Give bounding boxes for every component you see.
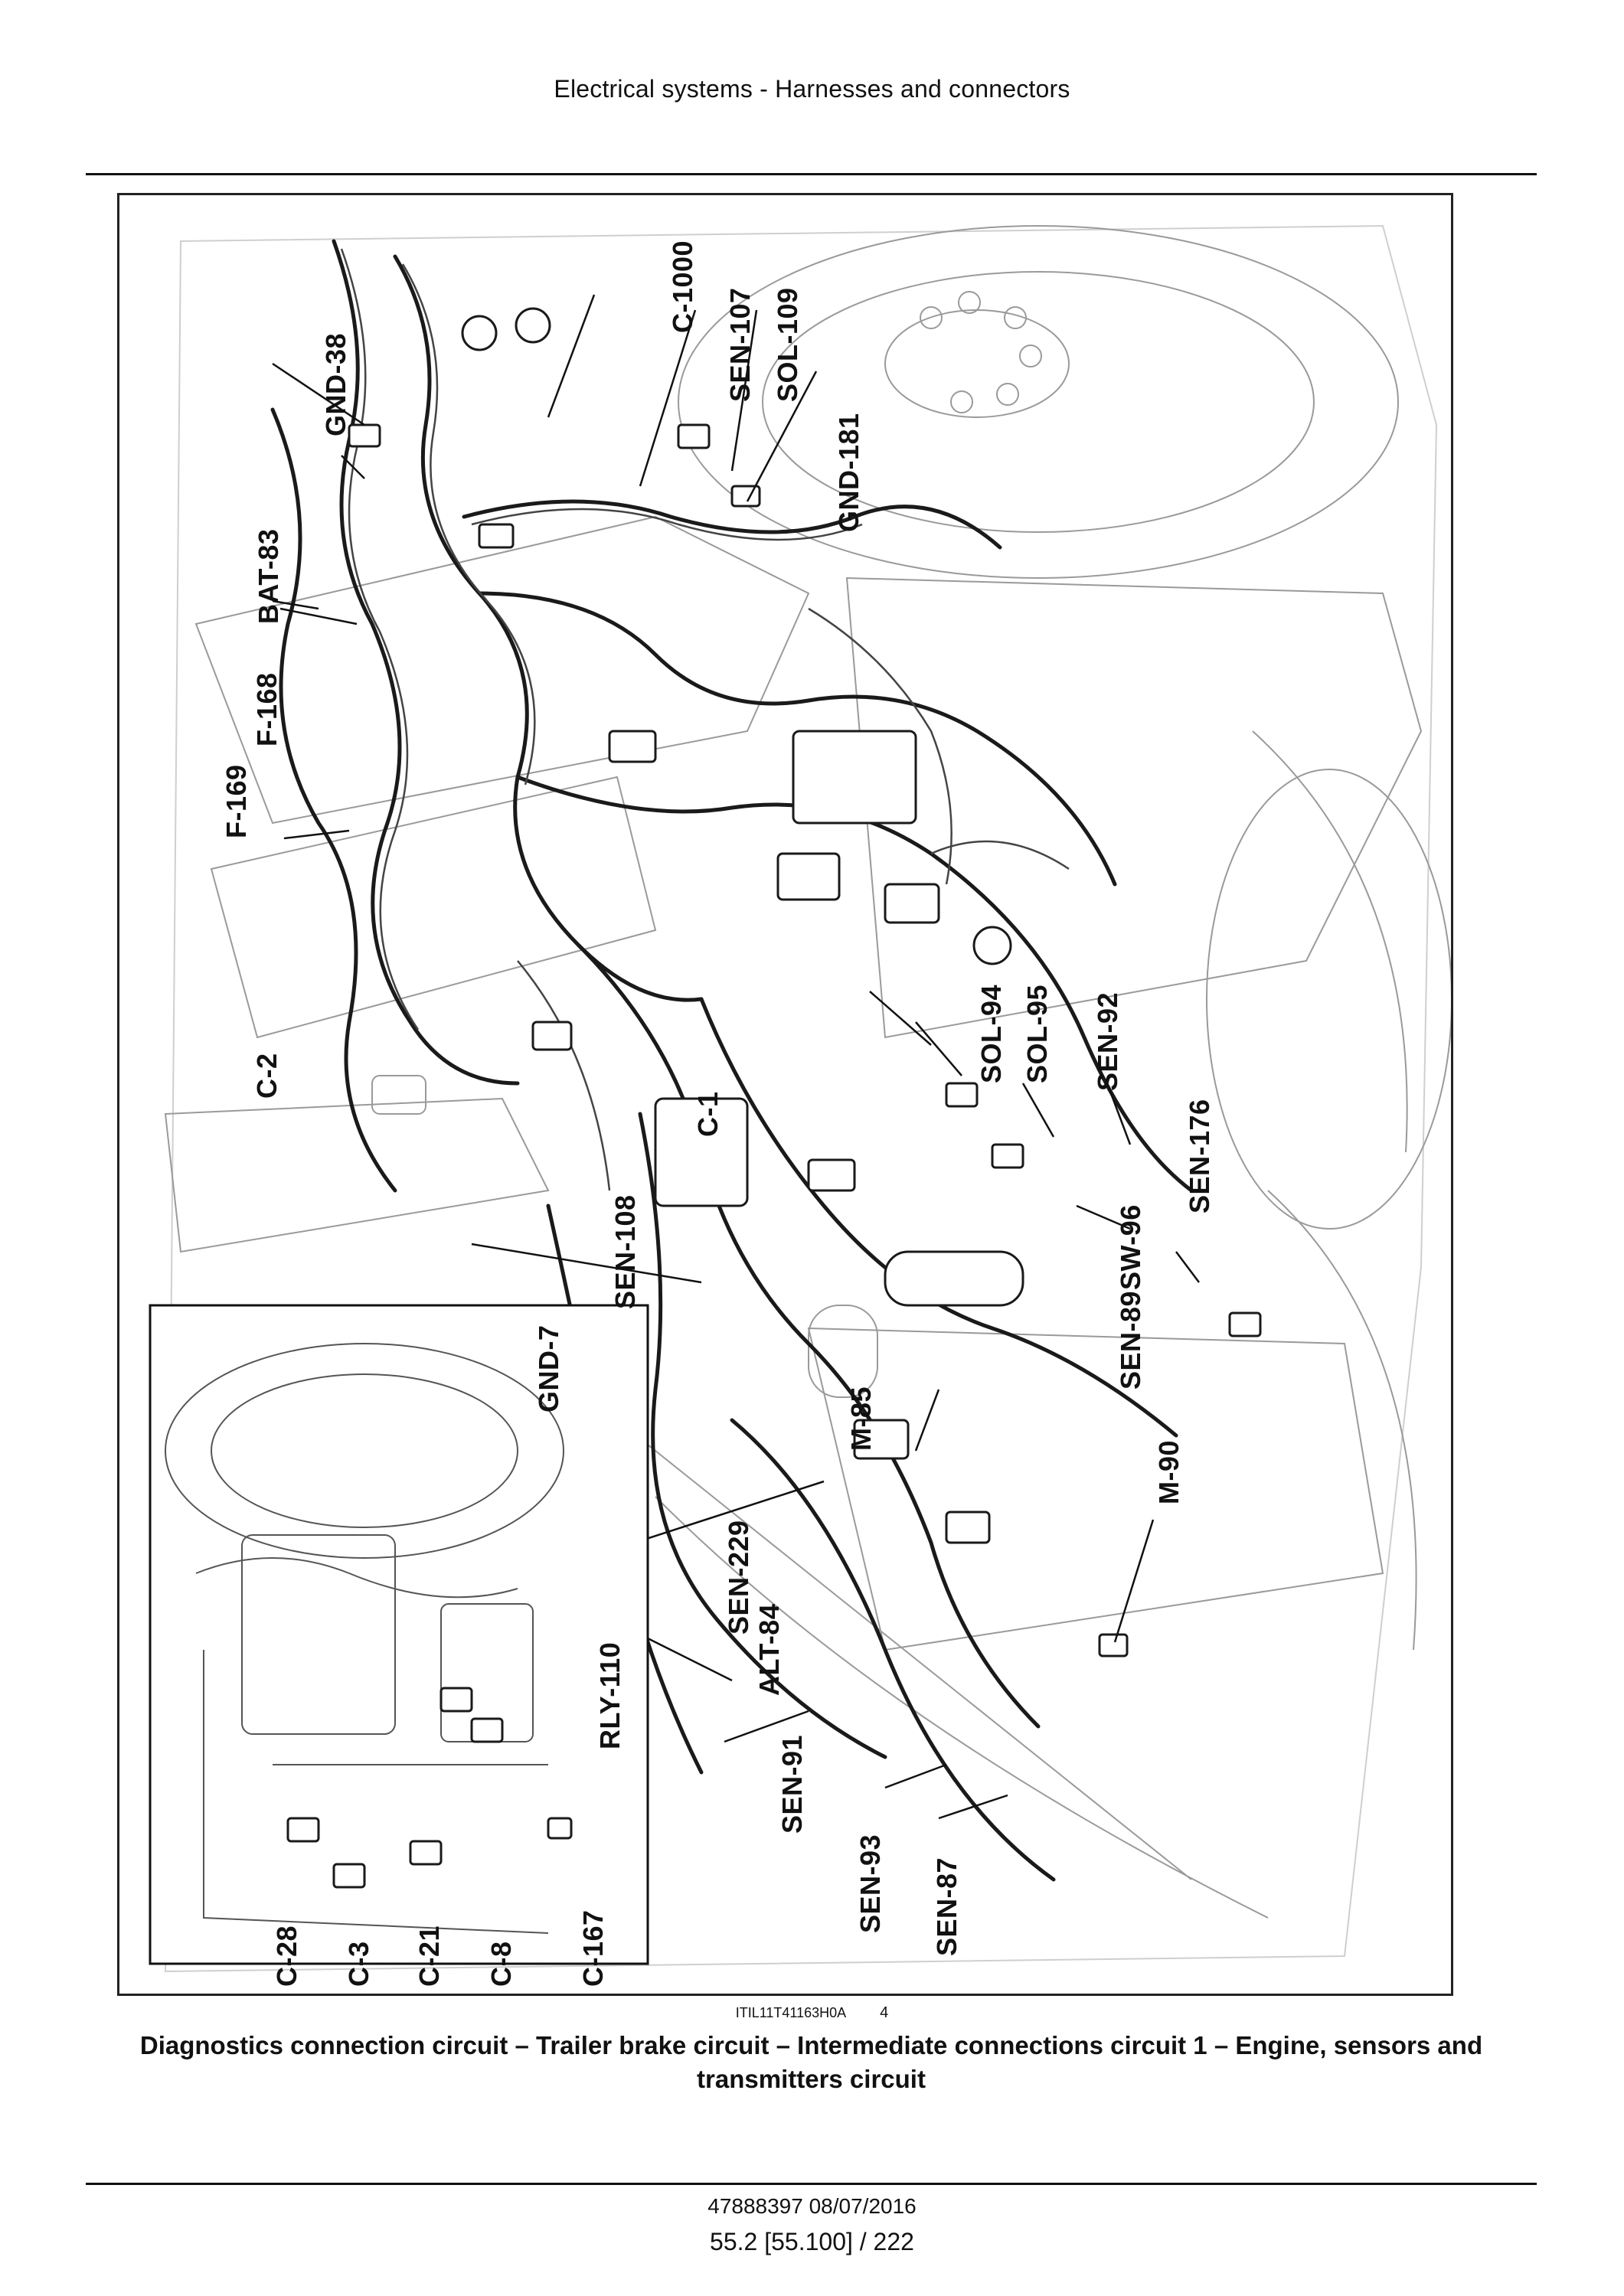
label-sen176: SEN-176 — [1184, 1099, 1215, 1213]
label-c8: C-8 — [485, 1941, 517, 1987]
label-sol94: SOL-94 — [975, 984, 1007, 1083]
label-sen91: SEN-91 — [776, 1734, 808, 1834]
header-rule — [86, 173, 1537, 175]
label-sen229: SEN-229 — [723, 1520, 754, 1635]
label-sen92: SEN-92 — [1092, 991, 1123, 1091]
label-gnd38: GND-38 — [320, 332, 351, 436]
label-c1000: C-1000 — [667, 240, 698, 333]
label-alt84: ALT-84 — [753, 1603, 785, 1696]
label-bat83: BAT-83 — [253, 528, 284, 624]
figure-number: 4 — [880, 2004, 889, 2021]
label-rly110: RLY-110 — [594, 1641, 626, 1749]
label-c167: C-167 — [577, 1909, 609, 1987]
label-gnd181: GND-181 — [833, 413, 864, 532]
footer-rule — [86, 2183, 1537, 2185]
label-sw96: SW-96 — [1115, 1204, 1146, 1290]
label-m85: M-85 — [845, 1386, 877, 1451]
figure-caption: Diagnostics connection circuit – Trailer brake circuit – Intermediate connections circuit 1 – Engine, sensors and transmitters circuit — [139, 2031, 1483, 2093]
label-gnd7: GND-7 — [533, 1324, 564, 1413]
page-header-title: Electrical systems - Harnesses and connectors — [554, 75, 1070, 103]
label-m90: M-90 — [1153, 1439, 1185, 1504]
label-sen108: SEN-108 — [609, 1194, 641, 1309]
label-c3: C-3 — [343, 1941, 374, 1987]
label-sen107: SEN-107 — [724, 287, 756, 402]
label-sol109: SOL-109 — [772, 287, 803, 402]
label-sen89: SEN-89 — [1115, 1290, 1146, 1390]
label-c1: C-1 — [692, 1091, 724, 1137]
label-c2: C-2 — [251, 1053, 283, 1099]
label-c28: C-28 — [271, 1925, 302, 1987]
label-sen93: SEN-93 — [854, 1834, 886, 1933]
figure-reference-code: ITIL11T41163H0A — [735, 2005, 846, 2020]
label-c21: C-21 — [413, 1925, 445, 1987]
label-sol95: SOL-95 — [1021, 984, 1053, 1083]
harness-illustration — [119, 195, 1453, 1996]
figure-reference — [0, 2004, 1624, 2022]
label-f169: F-169 — [221, 764, 252, 838]
footer-doc-date: 47888397 08/07/2016 — [707, 2194, 917, 2218]
wiring-diagram-figure — [117, 193, 1453, 1996]
label-sen87: SEN-87 — [931, 1857, 962, 1956]
footer-page-number: 55.2 [55.100] / 222 — [710, 2228, 914, 2255]
label-f168: F-168 — [251, 672, 283, 746]
